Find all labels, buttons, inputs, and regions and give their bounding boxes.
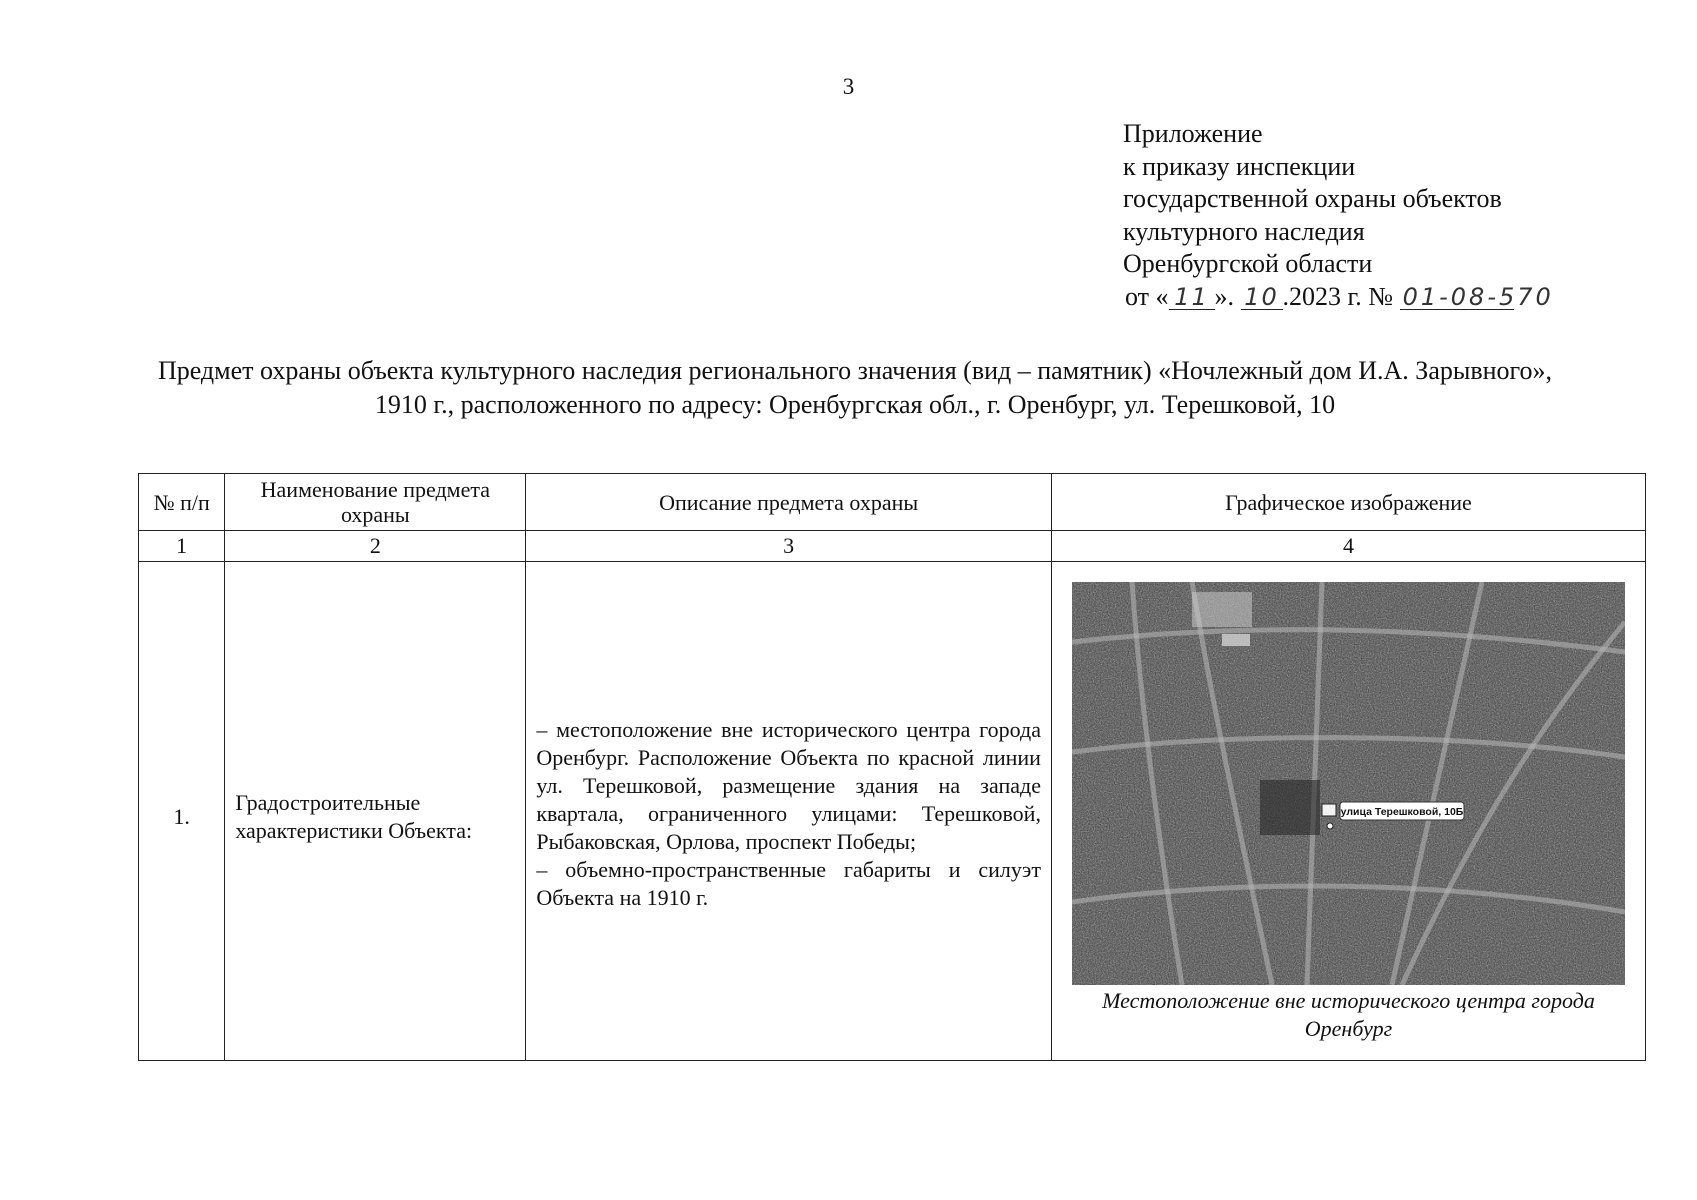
row-name: Градостроительные характеристики Объекта:	[225, 562, 526, 1061]
column-number-row	[139, 531, 1646, 562]
order-prefix: от «	[1125, 281, 1169, 311]
page-number: 3	[842, 74, 855, 99]
map-address-label: улица Терешковой, 10Б	[1340, 806, 1464, 818]
column-number: 3	[526, 531, 1052, 562]
header-num: № п/п	[139, 474, 225, 531]
appendix-line: к приказу инспекции	[1123, 151, 1356, 181]
description-paragraph: – объемно-пространственные габариты и силуэт Объекта на 1910 г.	[536, 857, 1041, 910]
column-number: 1	[139, 531, 225, 562]
appendix-line: Приложение	[1123, 119, 1263, 148]
header-name: Наименование предмета охраны	[225, 474, 526, 531]
appendix-line: культурного наследия	[1123, 216, 1365, 246]
order-line	[1125, 281, 1554, 314]
order-day: 11	[1169, 285, 1215, 310]
header-description: Описание предмета охраны	[526, 474, 1052, 531]
document-title: Предмет охраны объекта культурного наследия регионального значения (вид – памятник) «Ночлежный дом И.А. Зарывного», 1910 г., расположенного по адресу: Оренбургская обл., г. Оренбург, ул. Терешковой, 10	[157, 356, 1553, 419]
row-description	[526, 562, 1052, 1061]
header-graphic: Графическое изображение	[1051, 474, 1645, 531]
order-number: 01-08-570	[1400, 285, 1514, 310]
header-row	[139, 474, 1646, 531]
protection-table	[138, 473, 1646, 1061]
table-row	[139, 562, 1646, 1061]
appendix-line: государственной охраны объектов	[1123, 184, 1502, 213]
order-sep: ».	[1214, 281, 1241, 311]
description-paragraph: – местоположение вне исторического центра города Оренбург. Расположение Объекта по красной линии ул. Терешковой, размещение здания на западе квартала, ограниченного улицами: Терешковой, Рыбаковская, Орлова, проспект Победы;	[536, 717, 1041, 854]
map-caption: Местоположение вне исторического центра города Оренбург	[1102, 988, 1595, 1041]
row-graphic	[1051, 562, 1645, 1061]
appendix-block	[1123, 118, 1554, 313]
order-month: 10	[1241, 285, 1283, 310]
row-number: 1.	[139, 562, 225, 1061]
satellite-map-image	[1072, 582, 1625, 985]
order-year: .2023 г. №	[1282, 281, 1394, 311]
column-number: 2	[225, 531, 526, 562]
column-number: 4	[1051, 531, 1645, 562]
appendix-line: Оренбургской области	[1123, 249, 1373, 278]
